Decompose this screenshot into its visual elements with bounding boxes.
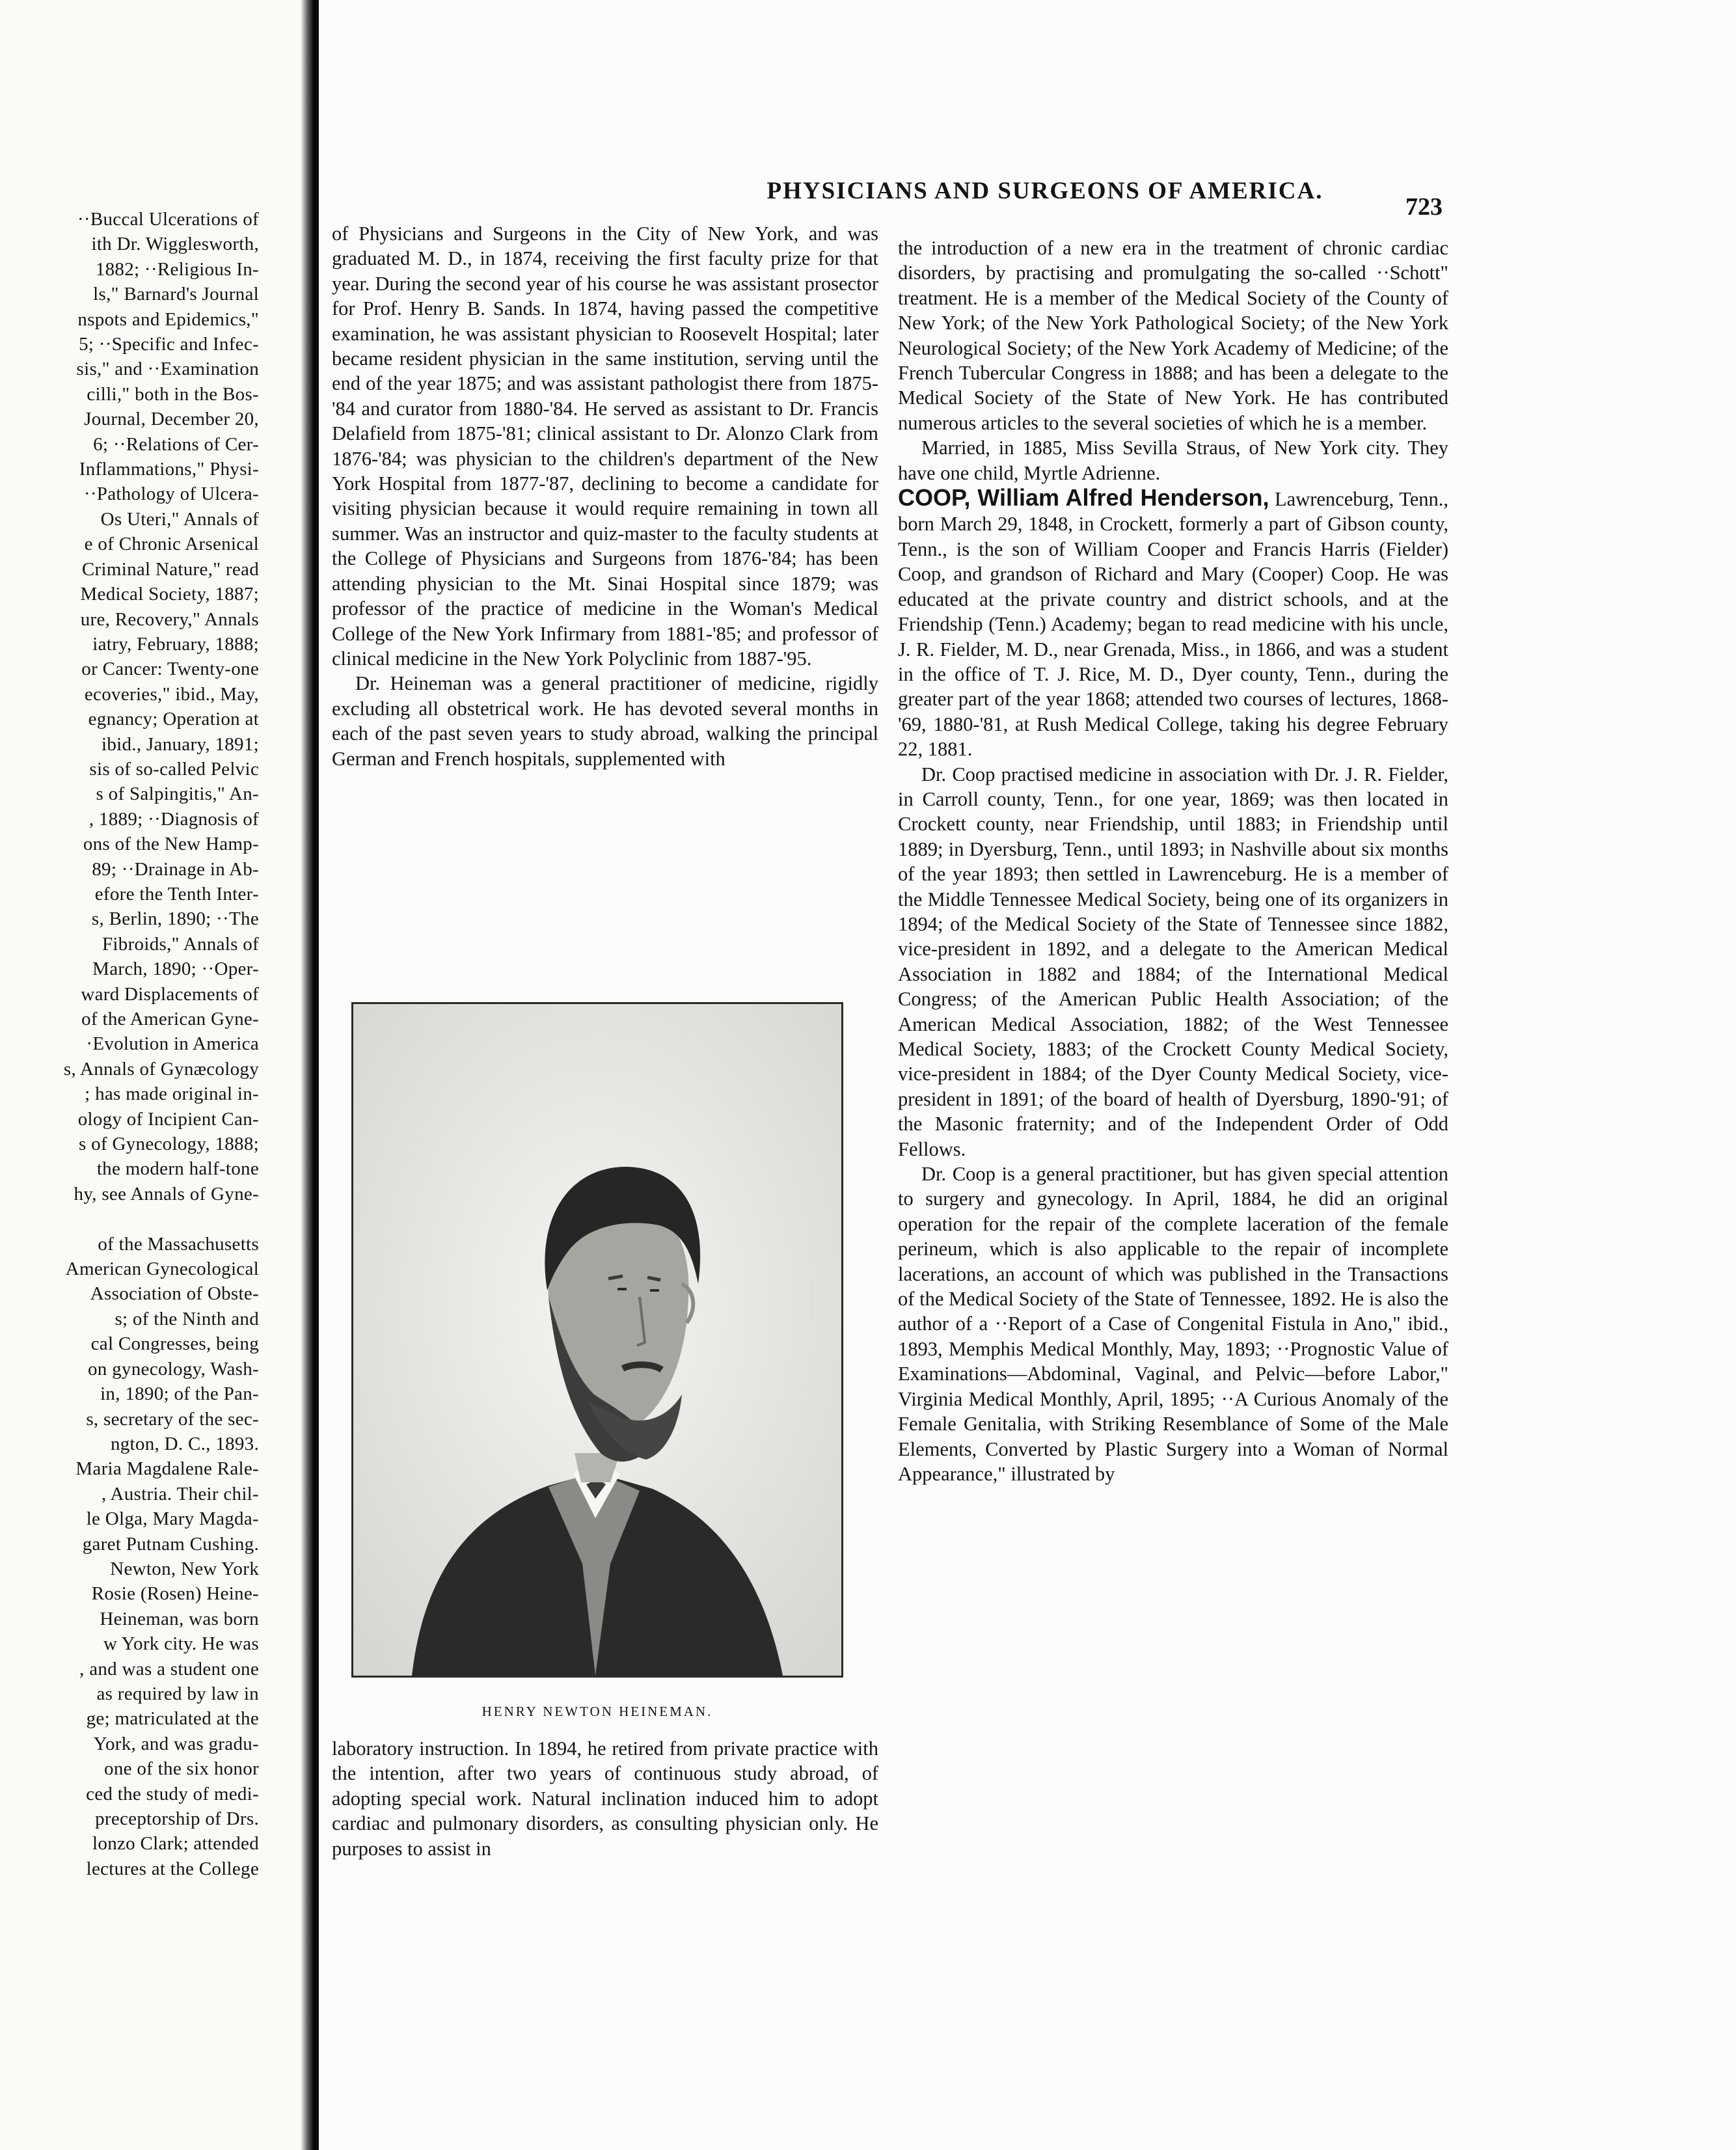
coop-name: COOP, William Alfred Henderson,: [898, 484, 1269, 511]
facing-page-line: the modern half-tone: [96, 1158, 259, 1180]
facing-page-line: American Gynecological: [65, 1259, 259, 1280]
facing-page-line: efore the Tenth Inter-: [94, 883, 259, 905]
facing-page-line: hy, see Annals of Gyne-: [74, 1183, 259, 1204]
facing-page-line: ecoveries," ibid., May,: [84, 683, 259, 705]
facing-page-line: 5; ··Specific and Infec-: [79, 334, 259, 355]
facing-page-line: s of Salpingitis," An-: [96, 783, 259, 805]
facing-page-line: ology of Incipient Can-: [77, 1108, 259, 1130]
facing-page: [0, 0, 306, 2150]
facing-page-line: ure, Recovery," Annals: [80, 608, 259, 630]
facing-page-line: egnancy; Operation at: [88, 709, 259, 730]
facing-page-line: as required by law in: [96, 1683, 259, 1704]
facing-page-line: s, secretary of the sec-: [86, 1408, 259, 1430]
facing-page-line: ··Pathology of Ulcera-: [83, 483, 259, 505]
facing-page-line: ons of the New Hamp-: [83, 834, 259, 855]
facing-page-line: lectures at the College: [86, 1858, 259, 1879]
facing-page-line: sis of so-called Pelvic: [89, 758, 259, 780]
facing-page-line: Inflammations," Physi-: [79, 459, 259, 480]
portrait-photograph: [351, 1002, 843, 1678]
facing-page-line: w York city. He was: [103, 1633, 259, 1655]
facing-page-line: ith Dr. Wigglesworth,: [91, 234, 259, 255]
facing-page-line: , Austria. Their chil-: [101, 1483, 259, 1504]
facing-page-line: ; has made original in-: [85, 1083, 259, 1105]
facing-page-line: Fibroids," Annals of: [102, 933, 259, 955]
facing-page-line: ced the study of medi-: [86, 1783, 259, 1804]
facing-page-line: cilli," both in the Bos-: [87, 383, 259, 405]
facing-page-line: or Cancer: Twenty-one: [81, 659, 259, 680]
facing-page-line: le Olga, Mary Magda-: [86, 1508, 259, 1530]
facing-page-line: Heineman, was born: [100, 1608, 259, 1629]
facing-page-line: Maria Magdalene Rale-: [75, 1458, 259, 1480]
column-two: [898, 236, 1448, 1486]
facing-page-line: ge; matriculated at the: [86, 1708, 259, 1730]
running-head: PHYSICIANS AND SURGEONS OF AMERICA.: [766, 178, 1323, 204]
facing-page-line: March, 1890; ··Oper-: [92, 959, 259, 980]
facing-page-line: 89; ··Drainage in Ab-: [92, 858, 259, 880]
facing-page-line: of the Massachusetts: [98, 1233, 259, 1255]
facing-page-line: , 1889; ··Diagnosis of: [88, 808, 259, 830]
facing-page-line: ··Buccal Ulcerations of: [77, 209, 259, 230]
facing-page-line: s; of the Ninth and: [115, 1308, 259, 1329]
facing-page-line: cal Congresses, being: [90, 1333, 259, 1355]
portrait-image: [353, 1004, 841, 1676]
facing-page-line: , and was a student one: [79, 1658, 259, 1680]
portrait-caption: HENRY NEWTON HEINEMAN.: [481, 1704, 713, 1719]
facing-page-line: 6; ··Relations of Cer-: [93, 433, 259, 455]
column-one: [332, 221, 878, 771]
facing-page-text: [0, 207, 259, 1881]
facing-page-line: of the American Gyne-: [81, 1009, 259, 1029]
facing-page-line: s, Annals of Gynæcology: [63, 1058, 259, 1080]
facing-page-line: ngton, D. C., 1893.: [110, 1433, 259, 1454]
heineman-practice-paragraph: Dr. Heineman was a general practitioner of medicine, rigidly excluding all obstetrical work. He has devoted several months in each of the past seven years to study abroad, walking the principal German and French hospitals, supplemented with: [332, 672, 878, 770]
facing-page-line: preceptorship of Drs.: [95, 1808, 259, 1829]
column-one-continued: [332, 1736, 878, 1861]
facing-page-line: lonzo Clark; attended: [92, 1833, 259, 1855]
facing-page-line: Newton, New York: [110, 1558, 259, 1579]
facing-page-line: York, and was gradu-: [93, 1733, 259, 1754]
facing-page-line: e of Chronic Arsenical: [84, 534, 259, 555]
facing-page-line: Rosie (Rosen) Heine-: [91, 1583, 259, 1605]
facing-page-line: ·Evolution in America: [86, 1033, 259, 1055]
facing-page-line: sis," and ··Examination: [76, 359, 259, 380]
facing-page-line: Association of Obste-: [90, 1283, 259, 1305]
facing-page-line: Medical Society, 1887;: [80, 584, 259, 605]
coop-gynecology-paragraph: Dr. Coop is a general practitioner, but has given special attention to surgery and gynecology. In April, 1884, he did an original operation for the repair of the complete laceration of the female perineum, which is also applicable to the repair of incomplete lacerations, an account of which was published in the Transactions of the Medical Society of the State of Tennessee, 1892. He is also the author of a ··Report of a Case of Congenital Fistula in Ano," ibid., 1893, Memphis Medical Monthly, May, 1893; ··Prognostic Value of Examinations—Abdominal, Vaginal, and Pelvic—before Labor," Virginia Medical Monthly, April, 1895; ··A Curious Anomaly of the Female Genitalia, with Striking Resemblance of Some of the Male Elements, Converted by Plastic Surgery into a Woman of Normal Appearance," illustrated by: [898, 1163, 1448, 1485]
facing-page-line: 1882; ··Religious In-: [95, 258, 259, 280]
coop-intro-text: Lawrenceburg, Tenn., born March 29, 1848, in Crockett, formerly a part of Gibson county, Tenn., is the son of William Cooper and Francis Harris (Fielder) Coop, and grandson of Richard and Mary (Cooper) Coop. He was educated at the private country and district schools, and at the Friendship (Tenn.) Academy; began to read medicine with his uncle, J. R. Fielder, M. D., near Grenada, Miss., in 1866, and was a student in the office of T. J. Rice, M. D., Dyer county, Tenn., during the greater part of the year 1868; attended two courses of lectures, 1868-'69, 1880-'81, at Rush Medical College, taking his degree February 22, 1881.: [898, 488, 1449, 761]
facing-page-line: Os Uteri," Annals of: [100, 508, 259, 530]
facing-page-line: ls," Barnard's Journal: [93, 284, 259, 305]
heineman-memberships-paragraph: the introduction of a new era in the treatment of chronic cardiac disorders, by practising and promulgating the so-called ··Schott" treatment. He is a member of the Medical Society of the County of New York; of the New York Pathological Society; of the New York Neurological Society; of the New York Academy of Medicine; of the French Tubercular Congress in 1888; and has been a delegate to the Medical Society of the State of New York. He has contributed numerous articles to the several societies of which he is a member.: [898, 237, 1448, 434]
coop-biography-heading: [898, 485, 1448, 761]
facing-page-line: in, 1890; of the Pan-: [100, 1383, 259, 1405]
facing-page-line: ibid., January, 1891;: [101, 733, 259, 755]
book-page: [319, 0, 1736, 2150]
heineman-marriage-paragraph: Married, in 1885, Miss Sevilla Straus, of New York city. They have one child, Myrtle Adrienne.: [898, 437, 1448, 484]
coop-practice-paragraph: Dr. Coop practised medicine in association with Dr. J. R. Fielder, in Carroll county, Tenn., for one year, 1869; was then located in Crockett county, near Friendship, until 1883; in Friendship until 1889; in Dyersburg, Tenn., until 1893; in Nashville about six months of the year 1893; then settled in Lawrenceburg. He is a member of the Middle Tennessee Medical Society, being one of its organizers in 1894; of the Medical Society of the State of Tennessee since 1882, vice-president in 1892, and a delegate to the American Medical Association in 1882 and 1884; of the International Medical Congress; of the American Public Health Association; of the American Medical Association, 1882; of the West Tennessee Medical Society, 1883; of the Crockett County Medical Society, vice-president in 1884; of the Dyer County Medical Society, vice-president in 1891; of the board of health of Dyersburg, 1890-'91; of the Masonic fraternity; and of the Independent Order of Odd Fellows.: [898, 763, 1448, 1160]
heineman-career-paragraph: of Physicians and Surgeons in the City of New York, and was graduated M. D., in 1874, receiving the first faculty prize for that year. During the second year of his course he was assistant prosector for Prof. Henry B. Sands. In 1874, having passed the competitive examination, he was assistant physician to Roosevelt Hospital; later became resident physician in the same institution, serving until the end of the year 1875; and was assistant pathologist there from 1875-'84 and curator from 1880-'84. He served as assistant to Dr. Francis Delafield from 1875-'81; clinical assistant to Dr. Alonzo Clark from 1876-'84; was physician to the children's department of the New York Hospital from 1877-'87, declining to become a candidate for visiting physician because it would require remaining in town all summer. Was an instructor and quiz-master to the faculty students at the College of Physicians and Surgeons from 1876-'84; has been attending physician to the Mt. Sinai Hospital since 1879; was professor of the practice of medicine in the Woman's Medical College of the New York Infirmary from 1881-'85; and professor of clinical medicine in the New York Polyclinic from 1887-'95.: [332, 223, 878, 670]
facing-page-line: Journal, December 20,: [84, 409, 259, 430]
facing-page-line: on gynecology, Wash-: [87, 1358, 259, 1380]
facing-page-line: Criminal Nature," read: [81, 558, 259, 580]
facing-page-line: [0, 1206, 259, 1231]
facing-page-line: s of Gynecology, 1888;: [79, 1134, 259, 1155]
facing-page-line: ward Displacements of: [81, 983, 259, 1005]
facing-page-line: nspots and Epidemics,": [77, 308, 259, 330]
heineman-retirement-paragraph: laboratory instruction. In 1894, he retired from private practice with the intention, after two years of continuous study abroad, of adopting special work. Natural inclination induced him to adopt cardiac and pulmonary disorders, as consulting physician only. He purposes to assist in: [332, 1737, 878, 1860]
facing-page-line: one of the six honor: [104, 1758, 259, 1780]
facing-page-line: garet Putnam Cushing.: [82, 1533, 259, 1555]
page-number: 723: [1405, 193, 1443, 221]
facing-page-line: s, Berlin, 1890; ··The: [91, 908, 259, 930]
facing-page-line: iatry, February, 1888;: [92, 633, 259, 655]
